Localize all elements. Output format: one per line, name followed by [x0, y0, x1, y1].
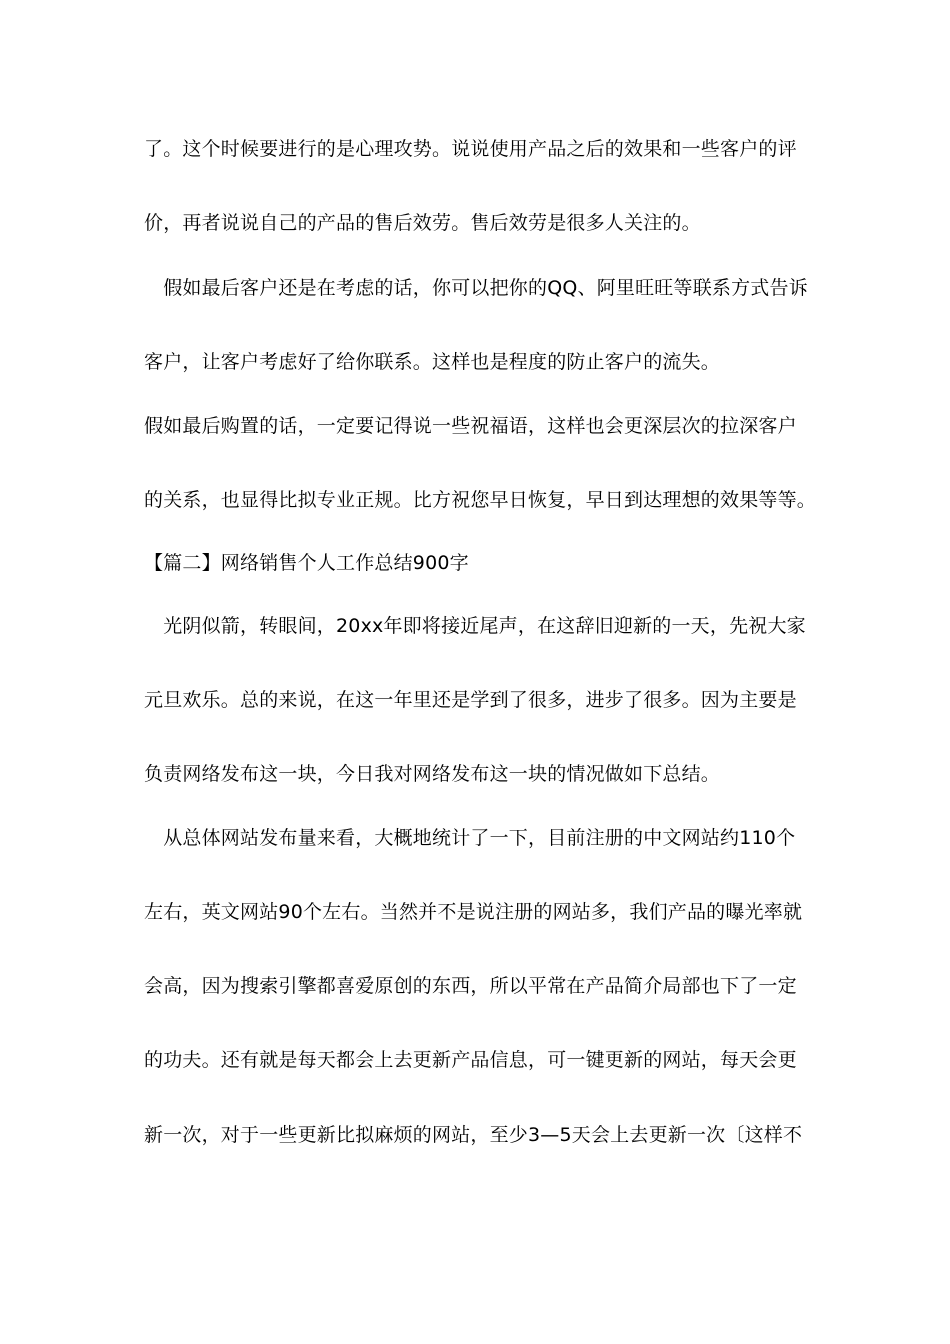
paragraph-line: 新一次，对于一些更新比拟麻烦的网站，至少3—5天会上去更新一次〔这样不 [144, 1124, 803, 1146]
paragraph-line: 了。这个时候要进行的是心理攻势。说说使用产品之后的效果和一些客户的评 [144, 138, 797, 160]
paragraph-line: 从总体网站发布量来看，大概地统计了一下，目前注册的中文网站约110个 [144, 827, 796, 849]
paragraph-line: 光阴似箭，转眼间，20xx年即将接近尾声，在这辞旧迎新的一天，先祝大家 [144, 615, 806, 637]
paragraph-line: 假如最后购置的话，一定要记得说一些祝福语，这样也会更深层次的拉深客户 [144, 415, 797, 437]
paragraph-line: 左右，英文网站90个左右。当然并不是说注册的网站多，我们产品的曝光率就 [144, 901, 803, 923]
paragraph-line: 元旦欢乐。总的来说，在这一年里还是学到了很多，进步了很多。因为主要是 [144, 689, 797, 711]
paragraph-line: 假如最后客户还是在考虑的话，你可以把你的QQ、阿里旺旺等联系方式告诉 [144, 277, 808, 299]
paragraph-line: 负责网络发布这一块，今日我对网络发布这一块的情况做如下总结。 [144, 763, 721, 785]
paragraph-line: 客户，让客户考虑好了给你联系。这样也是程度的防止客户的流失。 [144, 351, 721, 373]
paragraph-line: 价，再者说说自己的产品的售后效劳。售后效劳是很多人关注的。 [144, 212, 701, 234]
paragraph-line: 的功夫。还有就是每天都会上去更新产品信息，可一键更新的网站，每天会更 [144, 1049, 797, 1071]
paragraph-line: 的关系，也显得比拟专业正规。比方祝您早日恢复，早日到达理想的效果等等。 [144, 489, 817, 511]
section-heading: 【篇二】网络销售个人工作总结900字 [144, 552, 469, 574]
paragraph-line: 会高，因为搜索引擎都喜爱原创的东西，所以平常在产品简介局部也下了一定 [144, 975, 797, 997]
